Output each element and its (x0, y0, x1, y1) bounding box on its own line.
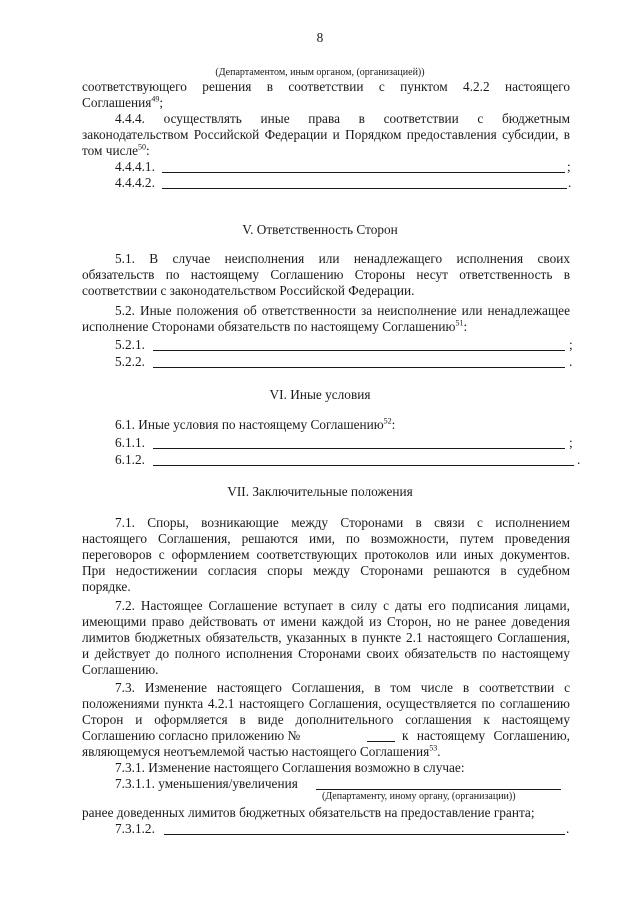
p-7-3-line4a: Соглашению согласно приложению № (82, 728, 301, 743)
p-5-1-line3: соответствии с законодательством Российской Федерации. (82, 283, 415, 298)
p-7-1-line2: настоящего Соглашения, решаются ими, по возможности, путем проведения (82, 531, 570, 546)
p-7-3-1-1: 7.3.1.1. уменьшения/увеличения (115, 776, 298, 791)
p-7-2-line4: и действует до полного исполнения Сторонами своих обязательств по настоящему (82, 646, 570, 661)
item-4-4-4-2-blank (162, 176, 567, 189)
item-7-3-1-2-blank (164, 822, 565, 835)
p-7-3-line2: положениями пункта 4.2.1 настоящего Соглашения, осуществляется по соглашению (82, 696, 570, 711)
footnote-51: 51 (455, 318, 464, 328)
item-4-4-4-1-label: 4.4.4.1. (115, 159, 155, 174)
footnote-52: 52 (383, 416, 392, 426)
appendix-number-blank (367, 729, 395, 742)
p-5-2-line2: исполнение Сторонами обязательств по настоящему Соглашению$^{51}$: (82, 318, 468, 334)
p-5-1-line2: обязательств по настоящему Соглашению Стороны несут ответственность в (82, 267, 570, 282)
p-7-3-line1: 7.3. Изменение настоящего Соглашения, в том числе в соответствии с (115, 680, 570, 695)
p-5-1-line1: 5.1. В случае неисполнения или ненадлежащего исполнения своих (115, 251, 570, 266)
p-7-3-line5: являющемуся неотъемлемой частью настоящего Соглашения$^{53}$. (82, 743, 441, 759)
item-5-2-2-label: 5.2.2. (115, 354, 145, 369)
item-6-1-2-label: 6.1.2. (115, 452, 145, 467)
page-number: 8 (316, 30, 324, 45)
footnote-50: 50 (138, 142, 147, 152)
p-4-4-4-line3: том числе$^{50}$: (82, 142, 150, 158)
item-5-2-2-blank (153, 355, 565, 368)
p-4-4-3-line1: соответствующего решения в соответствии с пунктом 4.2.2 настоящего (82, 79, 570, 94)
p-4-4-4-line1: 4.4.4. осуществлять иные права в соответствии с бюджетным (115, 111, 570, 126)
item-7-3-1-1-blank (316, 777, 561, 790)
item-5-2-2-end: . (569, 354, 573, 369)
p-7-2-line2: имеющими право действовать от имени каждой из Сторон, но не ранее доведения (82, 614, 570, 629)
item-6-1-2-end: . (577, 452, 581, 467)
p-7-2-line5: Соглашению. (82, 662, 159, 677)
item-6-1-1-blank (153, 436, 565, 449)
p-7-3-1-1-cont: ранее доведенных лимитов бюджетных обязательств на предоставление гранта; (82, 805, 535, 820)
section-6-title: VI. Иные условия (269, 387, 371, 402)
p-4-4-3-line2: Соглашения$^{49}$; (82, 94, 164, 110)
p-7-2-line3: лимитов бюджетных обязательств, указанных в пункте 2.1 настоящего Соглашения, (82, 630, 570, 645)
p-7-3-line3: Сторон и оформляется в виде дополнительного соглашения к настоящему (82, 712, 570, 727)
caption-department: (Департаментом, иным органом, (организацией)) (215, 67, 425, 78)
p-5-2-line1: 5.2. Иные положения об ответственности за неисполнение или ненадлежащее (115, 303, 570, 318)
p-7-3-line4b: к настоящему Соглашению, (402, 728, 570, 743)
p-7-2-line1: 7.2. Настоящее Соглашение вступает в силу с даты его подписания лицами, (115, 598, 570, 613)
p-6-1: 6.1. Иные условия по настоящему Соглашению$^{52}$: (115, 416, 396, 432)
section-7-title: VII. Заключительные положения (227, 484, 413, 499)
item-4-4-4-2-end: . (568, 175, 572, 190)
p-7-1-line5: порядке. (82, 579, 131, 594)
p-7-3-1: 7.3.1. Изменение настоящего Соглашения возможно в случае: (115, 760, 465, 775)
item-4-4-4-2-label: 4.4.4.2. (115, 175, 155, 190)
item-5-2-1-end: ; (569, 337, 573, 352)
item-4-4-4-1-end: ; (567, 159, 571, 174)
p-7-1-line4: При недостижении согласия споры между Сторонами решаются в судебном (82, 563, 570, 578)
footnote-53: 53 (429, 743, 438, 753)
item-7-3-1-2-end: . (566, 821, 570, 836)
item-6-1-1-end: ; (569, 435, 573, 450)
footnote-49: 49 (151, 94, 160, 104)
item-5-2-1-label: 5.2.1. (115, 337, 145, 352)
section-5-title: V. Ответственность Сторон (242, 222, 398, 237)
p-7-1-line3: переговоров с оформлением соответствующих протоколов или иных документов. (82, 547, 570, 562)
caption-department-dative: (Департаменту, иному органу, (организации)) (322, 791, 516, 802)
item-6-1-1-label: 6.1.1. (115, 435, 145, 450)
item-7-3-1-2-label: 7.3.1.2. (115, 821, 155, 836)
item-6-1-2-blank (153, 453, 574, 466)
p-7-1-line1: 7.1. Споры, возникающие между Сторонами в связи с исполнением (115, 515, 570, 530)
p-4-4-4-line2: законодательством Российской Федерации и Порядком предоставления субсидии, в (82, 127, 570, 142)
item-5-2-1-blank (153, 338, 565, 351)
item-4-4-4-1-blank (162, 160, 565, 173)
